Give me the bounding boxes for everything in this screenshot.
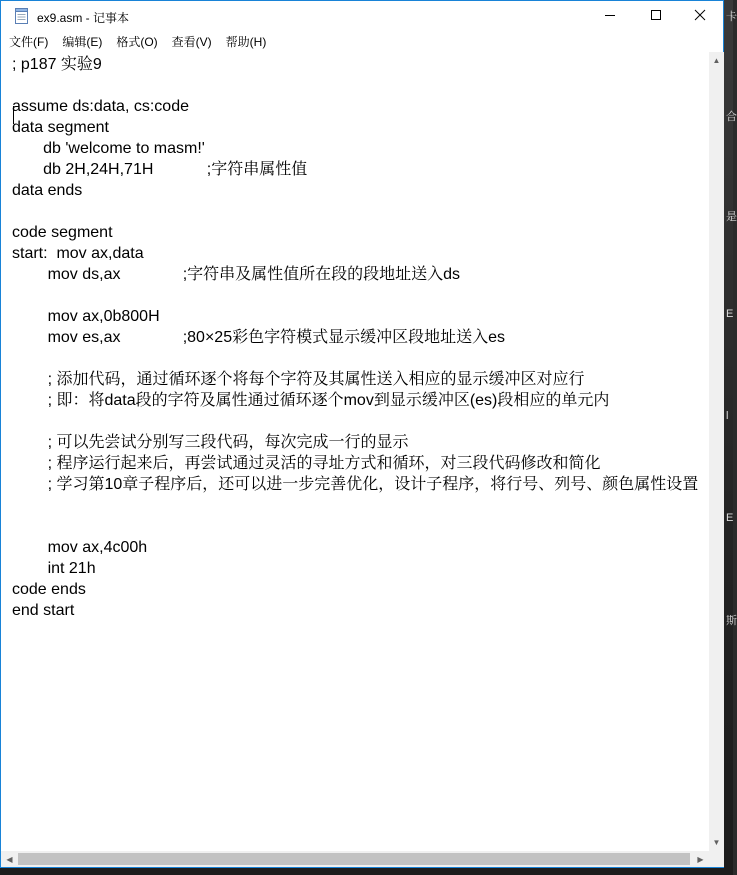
desktop-edge-glyph: E (726, 512, 734, 524)
menu-help[interactable]: 帮助(H) (225, 35, 267, 49)
scroll-down-arrow-icon[interactable]: ▼ (712, 838, 721, 847)
editor-line: end start (12, 602, 75, 619)
editor-line: start: mov ax,data (12, 245, 144, 262)
scroll-right-arrow-icon[interactable]: ▶ (697, 854, 704, 864)
editor-line: assume ds:data, cs:code (12, 98, 189, 115)
horizontal-scrollbar-thumb[interactable] (18, 853, 690, 865)
editor-line: ; 添加代码，通过循环逐个将每个字符及其属性送入相应的显示缓冲区对应行 (12, 371, 585, 388)
desktop-edge-glyph: 斯 (726, 615, 737, 627)
horizontal-scrollbar[interactable] (1, 851, 709, 867)
maximize-button[interactable] (633, 1, 679, 31)
editor-line: mov ds,ax ;字符串及属性值所在段的段地址送入ds (12, 266, 461, 283)
window-title: ex9.asm - 记事本 (37, 11, 130, 25)
desktop-edge-glyph: 卡 (726, 11, 737, 23)
minimize-button[interactable] (587, 1, 633, 31)
scroll-up-arrow-icon[interactable]: ▲ (712, 56, 721, 65)
menu-bar (1, 32, 723, 52)
text-editor-area[interactable] (1, 52, 709, 851)
minimize-icon (605, 7, 615, 25)
editor-line: db 'welcome to masm!' (12, 140, 205, 157)
menu-format[interactable]: 格式(O) (116, 35, 158, 49)
vertical-scrollbar[interactable] (709, 52, 724, 851)
editor-line: ; p187 实验9 (12, 56, 102, 73)
desktop-edge-glyph: E (726, 308, 734, 320)
editor-line: db 2H,24H,71H ;字符串属性值 (12, 161, 308, 178)
close-icon (695, 7, 705, 25)
editor-line: code segment (12, 224, 113, 241)
editor-line: mov es,ax ;80×25彩色字符模式显示缓冲区段地址送入es (12, 329, 505, 346)
editor-line: mov ax,4c00h (12, 539, 148, 556)
editor-line: data ends (12, 182, 83, 199)
editor-line: ; 即：将data段的字符及属性通过循环逐个mov到显示缓冲区(es)段相应的单元内 (12, 392, 610, 409)
scroll-left-arrow-icon[interactable]: ◀ (6, 854, 13, 864)
menu-edit[interactable]: 编辑(E) (62, 35, 103, 49)
editor-line: data segment (12, 119, 109, 136)
desktop-edge-glyph: 是 (726, 211, 737, 223)
menu-view[interactable]: 查看(V) (171, 35, 212, 49)
size-grip[interactable] (709, 851, 724, 867)
notepad-icon[interactable] (15, 8, 28, 24)
desktop-edge-glyph: l (726, 410, 729, 422)
editor-line: mov ax,0b800H (12, 308, 160, 325)
menu-file[interactable]: 文件(F) (9, 35, 49, 49)
title-bar[interactable] (1, 1, 723, 32)
maximize-icon (651, 7, 661, 25)
close-button[interactable] (677, 1, 723, 31)
desktop-edge-glyph: 合 (726, 111, 737, 123)
editor-line: code ends (12, 581, 86, 598)
editor-line: int 21h (12, 560, 96, 577)
editor-line: ; 学习第10章子程序后，还可以进一步完善优化，设计子程序，将行号、列号、颜色属性设置 (12, 476, 699, 493)
editor-line: ; 程序运行起来后，再尝试通过灵活的寻址方式和循环，对三段代码修改和简化 (12, 455, 601, 472)
editor-line: ; 可以先尝试分别写三段代码，每次完成一行的显示 (12, 434, 409, 451)
